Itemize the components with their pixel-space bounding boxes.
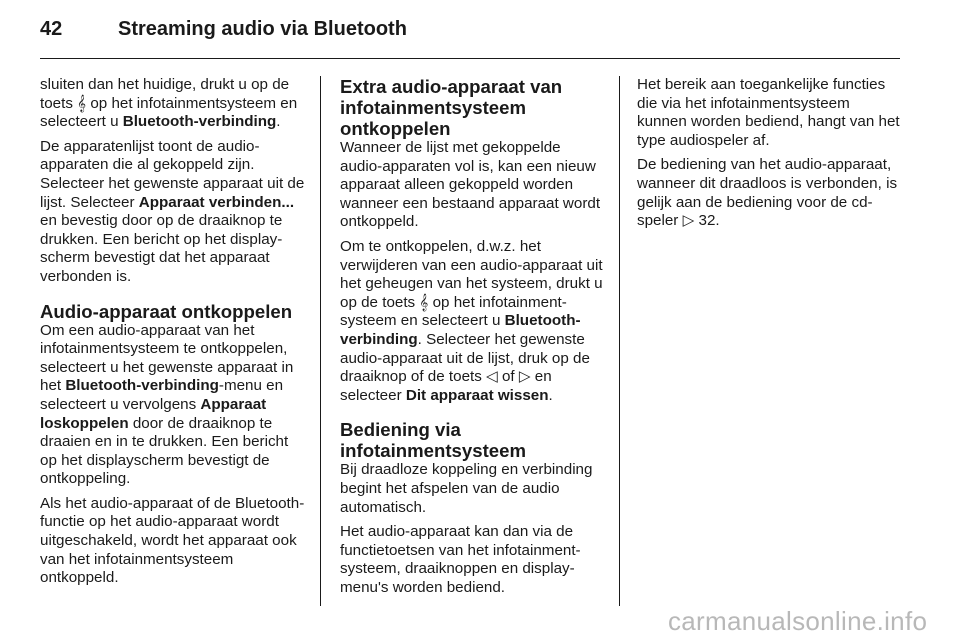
- phone-music-icon: 𝄞: [77, 94, 87, 112]
- paragraph: Wanneer de lijst met gekoppelde audio-apparaten vol is, kan een nieuw apparaat alleen gekoppeld worden wanneer een bestaand apparaat wordt ontkoppeld.: [340, 139, 601, 231]
- column-3: [637, 76, 903, 237]
- paragraph: Als het audio-apparaat of de Bluetooth-functie op het audio-apparaat wordt uitgeschakeld, wordt het apparaat ook van het infotainmentsysteem ontkoppeld.: [40, 494, 305, 587]
- column-2: [340, 76, 606, 603]
- column-1: [40, 76, 306, 594]
- paragraph: De bediening van het audio-apparaat, wanneer dit draadloos is verbonden, is gelijk aan de bediening voor de cd-speler ▷ 32.: [637, 156, 898, 230]
- paragraph: Om een audio-apparaat van het infotainmentsysteem te ontkoppelen, selecteert u het gewenste apparaat in het Bluetooth-verbinding-menu en selecteert u vervolgens Apparaat loskoppelen door de draaiknop te draaien en in te drukken. Een bericht op het displayscherm bevestigt de ontkoppeling.: [40, 321, 294, 488]
- column-divider: [320, 76, 321, 606]
- paragraph: Het audio-apparaat kan dan via de functietoetsen van het infotainment-systeem, draaiknoppen en display-menu's worden bediend.: [340, 523, 581, 596]
- reference-arrow-icon: ▷: [682, 212, 695, 230]
- phone-music-icon: 𝄞: [419, 293, 429, 311]
- left-arrow-icon: ◁: [486, 368, 498, 386]
- page-title: Streaming audio via Bluetooth: [118, 18, 407, 40]
- page-number: 42: [40, 18, 63, 40]
- header-rule: [40, 58, 900, 59]
- section-heading: Audio-apparaat ontkoppelen: [40, 300, 293, 322]
- paragraph: Het bereik aan toegankelijke functies die via het infotainmentsysteem kunnen worden bediend, hangt van het type audiospeler af.: [637, 76, 900, 149]
- paragraph: Om te ontkoppelen, d.w.z. het verwijderen van een audio-apparaat uit het geheugen van het systeem, drukt u op de toets 𝄞 op het infotainment-systeem en selecteert u Bluetooth-verbinding. Selecteer het gewenste audio-apparaat uit de lijst, druk op de draaiknop of de toets ◁ of ▷ en selecteer Dit apparaat wissen.: [340, 237, 603, 404]
- right-arrow-icon: ▷: [518, 368, 531, 386]
- section-heading: Extra audio-apparaat van infotainmentsysteem ontkoppelen: [340, 76, 563, 139]
- page-header: [40, 18, 900, 52]
- section-heading: Bediening via infotainmentsysteem: [340, 419, 526, 462]
- watermark: carmanualsonline.info: [668, 606, 928, 636]
- paragraph: Bij draadloze koppeling en verbinding begint het afspelen van de audio automatisch.: [340, 461, 593, 516]
- paragraph: De apparatenlijst toont de audio-apparaten die al gekoppeld zijn. Selecteer het gewenste apparaat uit de lijst. Selecteer Apparaat verbinden... en bevestig door op de draaiknop te drukken. Een bericht op het display-scherm bevestigt dat het apparaat verbonden is.: [40, 137, 305, 285]
- paragraph: sluiten dan het huidige, drukt u op de toets 𝄞 op het infotainmentsysteem en selecteert u Bluetooth-verbinding.: [40, 76, 298, 131]
- column-divider: [619, 76, 620, 606]
